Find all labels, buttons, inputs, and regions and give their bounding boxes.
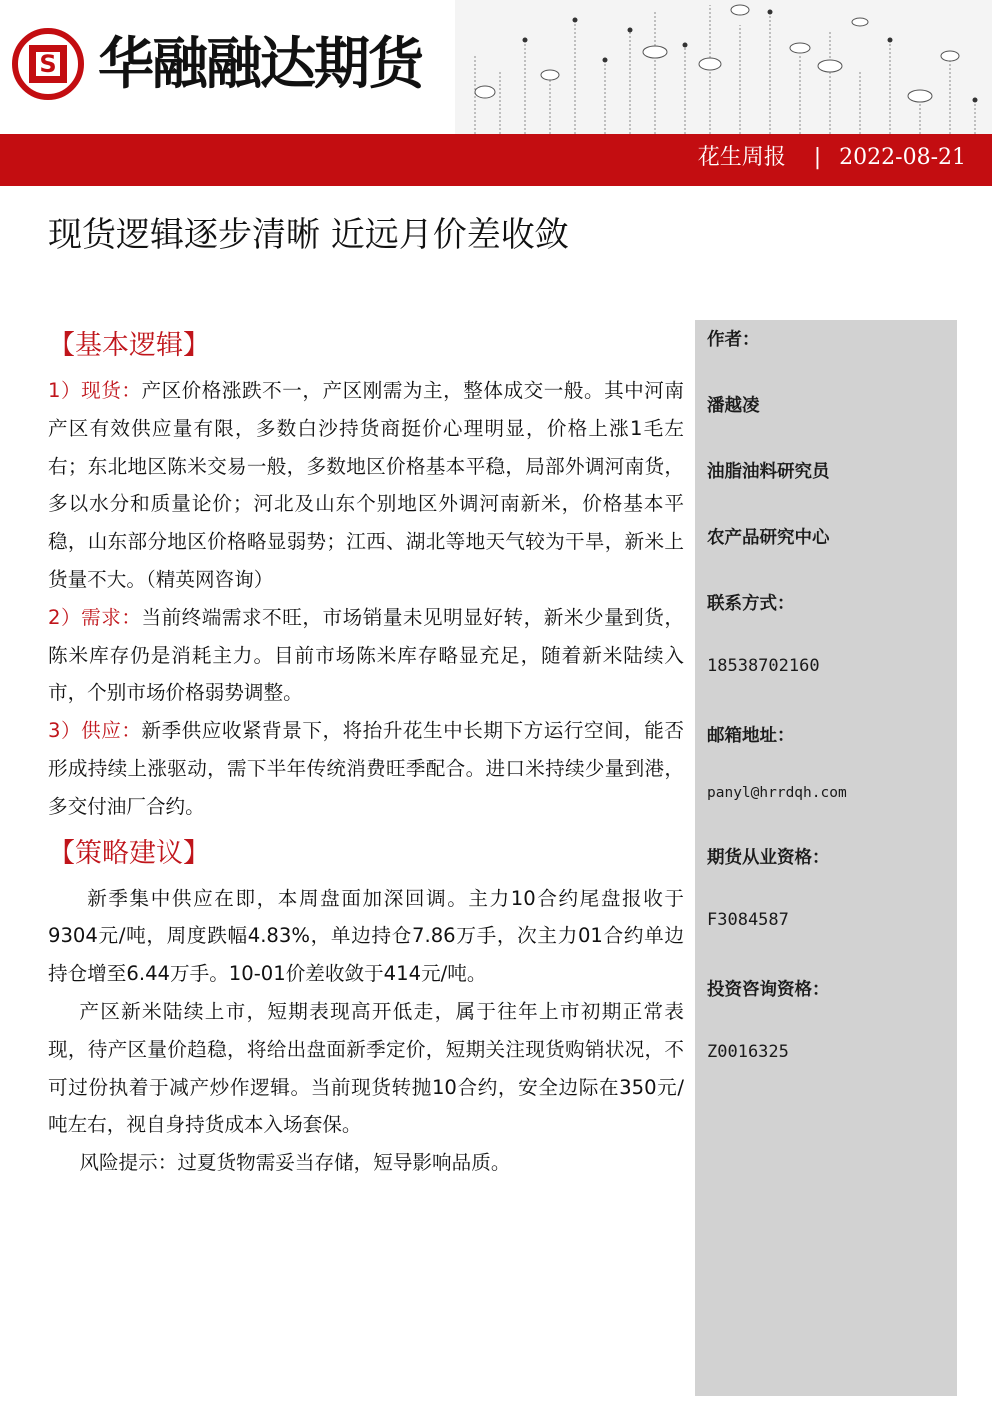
paragraph-label: 2）需求： <box>48 605 142 629</box>
section-heading-strategy: 【策略建议】 <box>48 837 210 869</box>
qualification-number: F3084587 <box>707 910 789 930</box>
email-label: 邮箱地址： <box>707 726 795 746</box>
consult-qualification-number: Z0016325 <box>707 1042 789 1062</box>
report-title: 现货逻辑逐步清晰 近远月价差收敛 <box>48 215 569 255</box>
paragraph-strategy-outlook: 产区新米陆续上市，短期表现高开低走，属于往年上市初期正常表现，待产区量价趋稳，将给出盘面新季定价，短期关注现货购销状况，不可过份执着于减产炒作逻辑。当前现货转抛10合约，安全边际在350元/吨左右，视自身持货成本入场套保。 <box>48 999 684 1137</box>
author-label: 作者： <box>707 330 760 350</box>
paragraph-text: 新季供应收紧背景下，将抬升花生中长期下方运行空间，能否形成持续上涨驱动，需下半年传统消费旺季配合。进口米持续少量到港，多交付油厂合约。 <box>48 719 685 818</box>
paragraph-label: 1）现货： <box>48 379 142 402</box>
paragraph-supply <box>48 712 684 825</box>
contact-label: 联系方式： <box>707 594 795 614</box>
paragraph-risk-note: 风险提示：过夏货物需妥当存储，短导影响品质。 <box>79 1151 511 1175</box>
company-logo-icon <box>12 28 84 100</box>
author-name: 潘越凌 <box>707 396 760 416</box>
brand-name: 华融融达期货 <box>98 32 422 97</box>
paragraph-demand <box>48 599 684 712</box>
section-heading-basic-logic: 【基本逻辑】 <box>48 330 210 361</box>
decorative-pattern-icon <box>455 0 992 134</box>
author-role: 油脂油料研究员 <box>707 462 830 482</box>
phone-number: 18538702160 <box>707 656 820 676</box>
qualification-label: 期货从业资格： <box>707 848 830 868</box>
report-info <box>698 134 966 186</box>
logo-glyph: S <box>39 50 57 78</box>
paragraph-text: 产区价格涨跌不一，产区刚需为主，整体成交一般。其中河南产区有效供应量有限，多数白沙持货商挺价心理明显，价格上涨1毛左右；东北地区陈米交易一般，多数地区价格基本平稳，局部外调河南货，多以水分和质量论价；河北及山东个别地区外调河南新米，价格基本平稳，山东部分地区价格略显弱势；江西、湖北等地天气较为干旱，新米上货量不大。（精英网咨询） <box>48 379 685 591</box>
author-dept: 农产品研究中心 <box>707 528 830 548</box>
consult-qualification-label: 投资咨询资格： <box>707 980 830 1000</box>
paragraph-strategy-market: 新季集中供应在即，本周盘面加深回调。主力10合约尾盘报收于9304元/吨，周度跌幅4.83%，单边持仓7.86万手，次主力01合约单边持仓增至6.44万手。10-01价差收敛于414元/吨。 <box>48 886 684 986</box>
report-type: 花生周报 <box>697 145 786 170</box>
main-content <box>48 324 684 1182</box>
report-header <box>0 0 992 186</box>
report-date: 2022-08-21 <box>839 145 966 170</box>
header-separator: | <box>813 145 822 170</box>
email-address[interactable]: panyl@hrrdqh.com <box>707 785 847 801</box>
author-sidebar <box>695 320 957 1396</box>
paragraph-spot <box>48 372 684 599</box>
paragraph-label: 3）供应： <box>48 719 142 743</box>
paragraph-text: 当前终端需求不旺，市场销量未见明显好转，新米少量到货，陈米库存仍是消耗主力。目前市场陈米库存略显充足，随着新米陆续入市，个别市场价格弱势调整。 <box>48 605 685 705</box>
